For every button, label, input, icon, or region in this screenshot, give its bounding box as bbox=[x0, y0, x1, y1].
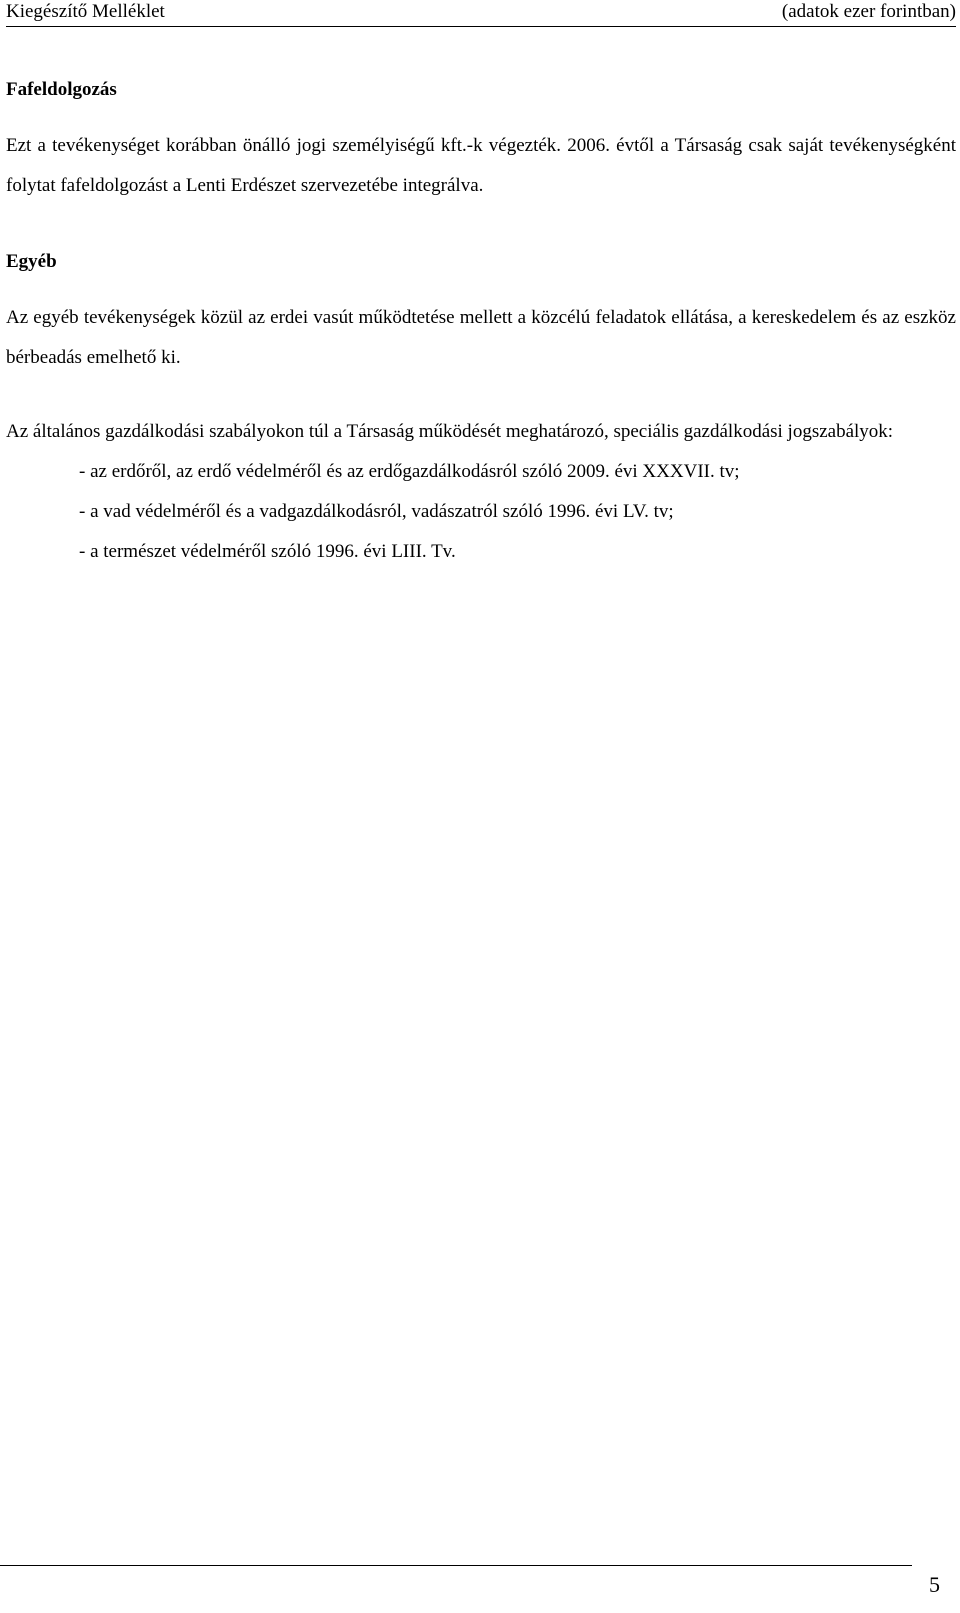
page-number: 5 bbox=[929, 1572, 940, 1597]
section-heading-egyeb: Egyéb bbox=[6, 251, 57, 272]
section-paragraph-fafeldolgozas: Ezt a tevékenységet korábban önálló jogi személyiségű kft.-k végezték. 2006. évtől a Társaság csak saját tevékenységként folytat fafeldolgozást a Lenti Erdészet szervezetébe integrálva. bbox=[6, 135, 956, 196]
footer-divider bbox=[0, 1565, 912, 1566]
spacer bbox=[6, 282, 956, 298]
spacer bbox=[6, 110, 956, 126]
regulation-item: - az erdőről, az erdő védelméről és az erdőgazdálkodásról szóló 2009. évi XXXVII. tv; bbox=[79, 461, 740, 482]
document-body bbox=[6, 70, 956, 572]
header-divider bbox=[6, 26, 956, 27]
spacer bbox=[6, 206, 956, 242]
unit-note: (adatok ezer forintban) bbox=[781, 1, 956, 22]
regulation-item: - a vad védelméről és a vadgazdálkodásról, vadászatról szóló 1996. évi LV. tv; bbox=[79, 501, 674, 522]
spacer bbox=[6, 378, 956, 412]
regulation-item: - a természet védelméről szóló 1996. évi LIII. Tv. bbox=[79, 541, 456, 562]
regulations-intro: Az általános gazdálkodási szabályokon túl a Társaság működését meghatározó, speciális gazdálkodási jogszabályok: bbox=[6, 421, 894, 442]
page-header bbox=[6, 0, 956, 26]
document-title: Kiegészítő Melléklet bbox=[6, 1, 165, 22]
section-heading-fafeldolgozas: Fafeldolgozás bbox=[6, 79, 117, 100]
section-paragraph-egyeb: Az egyéb tevékenységek közül az erdei vasút működtetése mellett a közcélú feladatok ellátása, a kereskedelem és az eszköz bérbeadás emelhető ki. bbox=[6, 307, 956, 368]
